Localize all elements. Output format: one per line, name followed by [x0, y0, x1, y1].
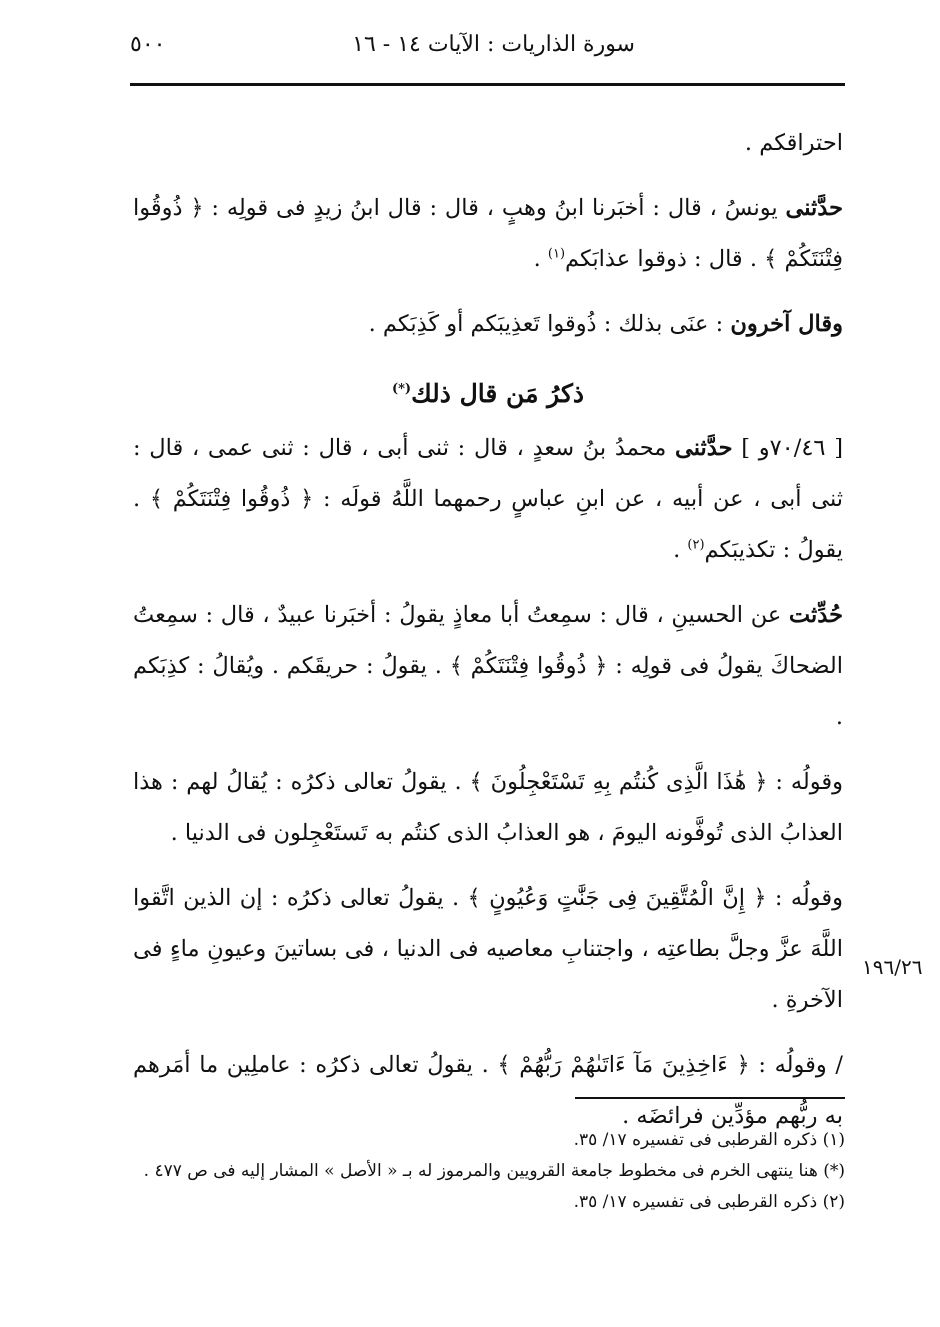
- narration-lead: حُدِّثت: [788, 602, 843, 628]
- margin-reference: ١٩٦/٢٦: [862, 955, 923, 979]
- footnote-2: (٢) ذكره القرطبى فى تفسيره ١٧/ ٣٥.: [573, 1192, 845, 1212]
- paragraph-2: [133, 183, 843, 285]
- heading-text: ذكرُ مَن قال ذلك: [411, 379, 585, 408]
- paragraph-6: وقولُه : ﴿ هَٰذَا الَّذِى كُنتُم بِهِ تَسْتَعْجِلُونَ ﴾ . يقولُ تعالى ذكرُه : يُقالُ لهم : هذا العذابُ الذى تُوفَّونه اليومَ ، هو العذابُ الذى كنتُم به تَستَعْجِلون فى الدنيا .: [133, 769, 843, 846]
- footnote-marker[interactable]: (٢): [687, 537, 705, 553]
- page-number: ٥٠٠: [130, 32, 166, 57]
- header-rule: [130, 83, 845, 86]
- paragraph-end: .: [673, 537, 688, 563]
- paragraph-3: [133, 299, 843, 350]
- footnote-1: (١) ذكره القرطبى فى تفسيره ١٧/ ٣٥.: [573, 1130, 845, 1150]
- paragraph-7: وقولُه : ﴿ إِنَّ الْمُتَّقِينَ فِى جَنَّٰتٍ وَعُيُونٍ ﴾ . يقولُ تعالى ذكرُه : إن الذين اتَّقوا اللَّهَ عزَّ وجلَّ بطاعتِه ، واجتنابِ معاصيه فى الدنيا ، فى بساتينَ وعيونِ ماءٍ فى الآخرةِ .: [133, 885, 843, 1013]
- section-heading: [133, 368, 843, 419]
- running-title: سورة الذاريات : الآيات ١٤ - ١٦: [352, 32, 635, 57]
- paragraph-text: عن الحسينِ ، قال : سمِعتُ أبا معاذٍ يقولُ : أخبَرنا عبيدٌ ، قال : سمِعتُ الضحاكَ يقولُ فى قولِه : ﴿ ذُوقُوا فِتْنَتَكُمْ ﴾ . يقولُ : حريقَكم . ويُقالُ : كذِبَكم .: [133, 602, 843, 730]
- paragraph-end: .: [533, 246, 548, 272]
- paragraph-text: يونسُ ، قال : أخبَرنا ابنُ وهبٍ ، قال : قال ابنُ زيدٍ فى قولِه : ﴿ ذُوقُوا فِتْنَتَكُمْ ﴾ . قال : ذوقوا عذابَكم: [133, 195, 843, 272]
- footnotes: [125, 1125, 845, 1218]
- footnote-marker[interactable]: (*): [391, 381, 412, 397]
- page-header: [130, 32, 845, 72]
- manuscript-folio: [ ٧٠/٤٦و ]: [732, 435, 843, 461]
- paragraph-8: / وقولُه : ﴿ ءَاخِذِينَ مَآ ءَاتَىٰهُمْ رَبُّهُمْ ﴾ . يقولُ تعالى ذكرُه : عاملِين ما أمَرهم به ربُّهم مؤدِّين فرائضَه .: [133, 1052, 843, 1129]
- footnote-marker[interactable]: (١): [547, 246, 566, 262]
- paragraph-5: [133, 590, 843, 743]
- narration-lead: وقال آخرون: [730, 311, 843, 337]
- narration-lead: حدَّثنى: [785, 195, 843, 221]
- paragraph-1: احتراقكم .: [744, 130, 843, 156]
- paragraph-4: [133, 423, 843, 576]
- paragraph-text: : عنَى بذلك : ذُوقوا تَعذِيبَكم أو كَذِبَكم .: [368, 311, 731, 337]
- footnote-rule: [575, 1097, 845, 1099]
- paragraph-text: محمدُ بنُ سعدٍ ، قال : ثنى أبى ، قال : ثنى عمى ، قال : ثنى أبى ، عن أبيه ، عن ابنِ عباسٍ رحمهما اللَّهُ قولَه : ﴿ ذُوقُوا فِتْنَتَكُمْ ﴾ . يقولُ : تكذيبَكم: [133, 435, 843, 563]
- narration-lead: حدَّثنى: [675, 435, 733, 461]
- main-text: [133, 118, 843, 1142]
- footnote-star: (*) هنا ينتهى الخرم فى مخطوط جامعة القرويين والمرموز له بـ « الأصل » المشار إليه فى ص ٤٧٧ .: [143, 1161, 845, 1181]
